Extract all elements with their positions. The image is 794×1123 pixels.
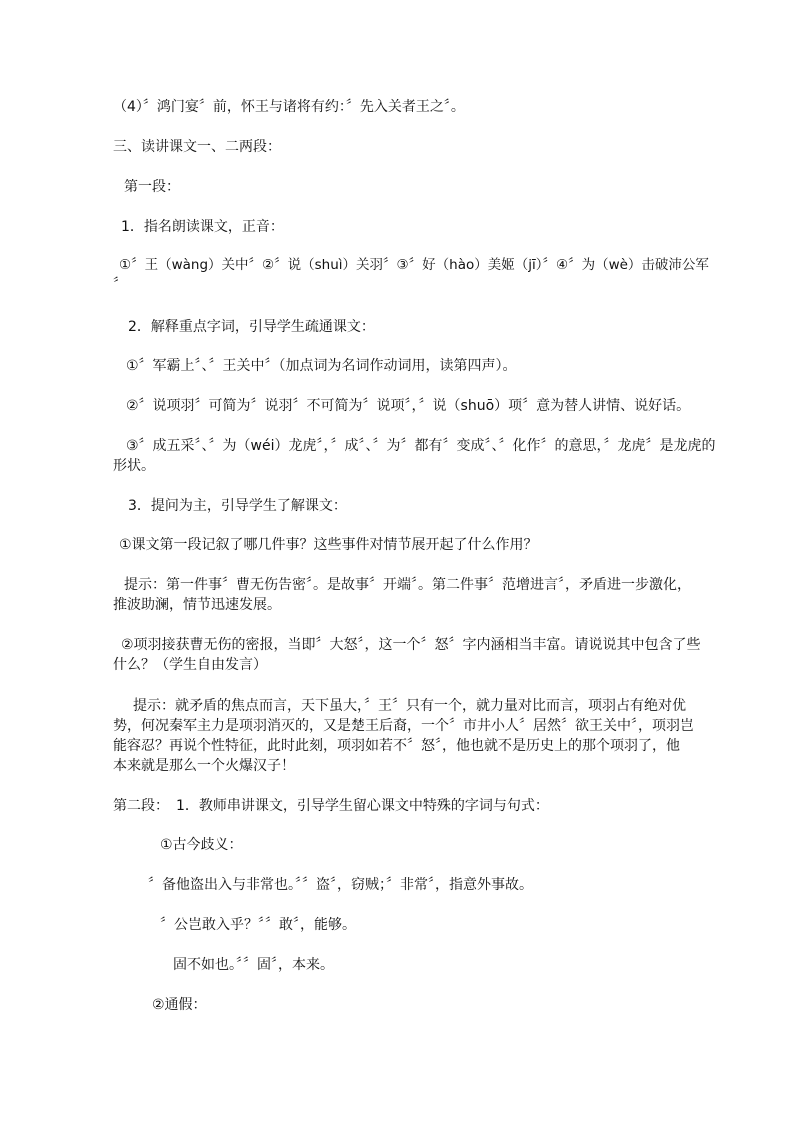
text-line: 形状。: [113, 458, 155, 474]
text-line: ②通假：: [152, 997, 207, 1013]
text-line: ①〞王（wàng）关中〞②〞说（shuì）关羽〞③〞好（hào）美姬（jī）〞④〞为（wè）击破沛公军: [119, 257, 709, 273]
text-line: 3．提问为主，引导学生了解课文：: [128, 498, 347, 514]
text-line: 能容忍？再说个性特征，此时此刻，项羽如若不〞怒〞，他也就不是历史上的那个项羽了，他: [113, 738, 680, 754]
text-line: ②项羽接获曹无伤的密报，当即〞大怒〞，这一个〞怒〞字内涵相当丰富。请说说其中包含了些: [121, 637, 701, 653]
text-line: 〞备他盗出入与非常也。〞〞盗〞，窃贼；〞非常〞，指意外事故。: [148, 877, 533, 893]
text-line: ①〞军霸上〞、〞王关中〞（加点词为名词作动词用，读第四声）。: [126, 358, 517, 374]
text-line: 固不如也。〞〞固〞，本来。: [173, 957, 334, 973]
text-line: ③〞成五采〞、〞为（wéi）龙虎〞，〞成〞、〞为〞都有〞变成〞、〞化作〞的意思，〞龙虎〞是龙虎的: [126, 438, 716, 454]
text-line: 本来就是那么一个火爆汉子！: [113, 758, 295, 774]
text-line: 提示：就矛盾的焦点而言，天下虽大，〞王〞只有一个，就力量对比而言，项羽占有绝对优: [133, 698, 686, 714]
text-line: ①课文第一段记叙了哪几件事？这些事件对情节展开起了什么作用？: [119, 537, 538, 553]
text-line: ②〞说项羽〞可简为〞说羽〞不可简为〞说项〞，〞说（shuō）项〞意为替人讲情、说好话。: [126, 398, 691, 414]
text-line: 〞: [113, 277, 127, 293]
text-line: 什么？（学生自由发言）: [113, 657, 267, 673]
text-line: 提示：第一件事〞曹无伤告密〞。是故事〞开端〞。第二件事〞范增进言〞，矛盾进一步激化，: [124, 577, 691, 593]
text-line: 推波助澜，情节迅速发展。: [113, 597, 281, 613]
text-line: 〞公岂敢入乎？〞〞敢〞，能够。: [160, 917, 356, 933]
text-line: 第二段： 1．教师串讲课文，引导学生留心课文中特殊的字词与句式：: [113, 798, 549, 814]
text-line: （4）〞鸿门宴〞前，怀王与诸将有约：〞先入关者王之〞。: [113, 99, 465, 115]
section-heading: 三、读讲课文一、二两段：: [113, 139, 281, 155]
text-line: 2．解释重点字词，引导学生疏通课文：: [128, 319, 375, 335]
subsection-heading: 第一段：: [124, 179, 180, 195]
text-line: 1．指名朗读课文，正音：: [121, 219, 284, 235]
text-line: ①古今歧义：: [160, 837, 243, 853]
text-line: 势，何况秦军主力是项羽消灭的，又是楚王后裔，一个〞市井小人〞居然〞欲王关中〞，项羽岂: [113, 718, 694, 734]
